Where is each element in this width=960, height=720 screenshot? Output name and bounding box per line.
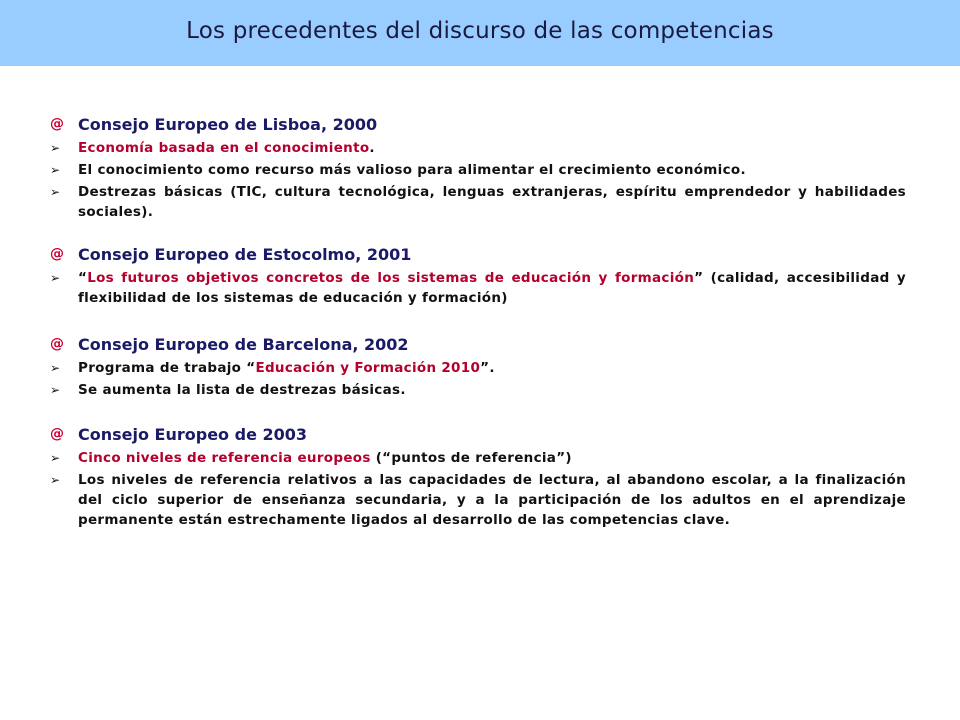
list-item [50,160,906,180]
highlight-text: Los futuros objetivos concretos de los sistemas de educación y formación [87,270,695,286]
arrow-bullet-icon: ➢ [50,185,61,199]
text: Se aumenta la lista de destrezas básicas. [78,382,406,398]
arrow-bullet-icon: ➢ [50,271,61,285]
text: ” (calidad, accesibilidad y flexibilidad de los sistemas de educación y formación) [78,270,906,306]
arrow-bullet-icon: ➢ [50,361,61,375]
section-estocolmo [50,240,906,308]
section-2003 [50,420,906,530]
arrow-bullet-icon: ➢ [50,141,61,155]
text: (“puntos de referencia”) [370,450,572,466]
text: ”. [480,360,495,376]
section-barcelona [50,330,906,400]
at-bullet-icon: @ [50,246,64,262]
list-item [50,138,906,158]
slide-content [50,110,906,530]
arrow-bullet-icon: ➢ [50,473,61,487]
arrow-bullet-icon: ➢ [50,163,61,177]
at-bullet-icon: @ [50,426,64,442]
list-item [50,380,906,400]
text: Los niveles de referencia relativos a las capacidades de lectura, al abandono escolar, a la finalización del ciclo superior de enseñanza secundaria, y a la participación de los adultos en el aprendizaje permanente están estrechamente ligados al desarrollo de las competencias clave. [78,472,906,528]
list-item [50,470,906,530]
arrow-bullet-icon: ➢ [50,451,61,465]
highlight-text: Economía basada en el conocimiento [78,140,370,156]
list-item [50,182,906,222]
section-title: Consejo Europeo de Lisboa, 2000 [78,114,378,134]
section-heading [50,110,906,138]
section-heading [50,420,906,448]
arrow-bullet-icon: ➢ [50,383,61,397]
title-bar [0,0,960,66]
list-item [50,448,906,468]
at-bullet-icon: @ [50,116,64,132]
list-item [50,268,906,308]
section-heading [50,330,906,358]
text: El conocimiento como recurso más valioso para alimentar el crecimiento económico. [78,162,746,178]
section-lisboa [50,110,906,222]
page-title: Los precedentes del discurso de las competencias [186,18,774,44]
section-heading [50,240,906,268]
list-item [50,358,906,378]
highlight-text: Educación y Formación 2010 [255,360,481,376]
text: . [369,140,375,156]
section-title: Consejo Europeo de Barcelona, 2002 [78,334,409,354]
text: Destrezas básicas (TIC, cultura tecnológica, lenguas extranjeras, espíritu emprendedor y habilidades sociales). [78,184,906,220]
text: Programa de trabajo “ [78,360,256,376]
highlight-text: Cinco niveles de referencia europeos [78,450,371,466]
section-title: Consejo Europeo de 2003 [78,424,308,444]
section-title: Consejo Europeo de Estocolmo, 2001 [78,244,412,264]
text: “ [78,270,88,286]
at-bullet-icon: @ [50,336,64,352]
